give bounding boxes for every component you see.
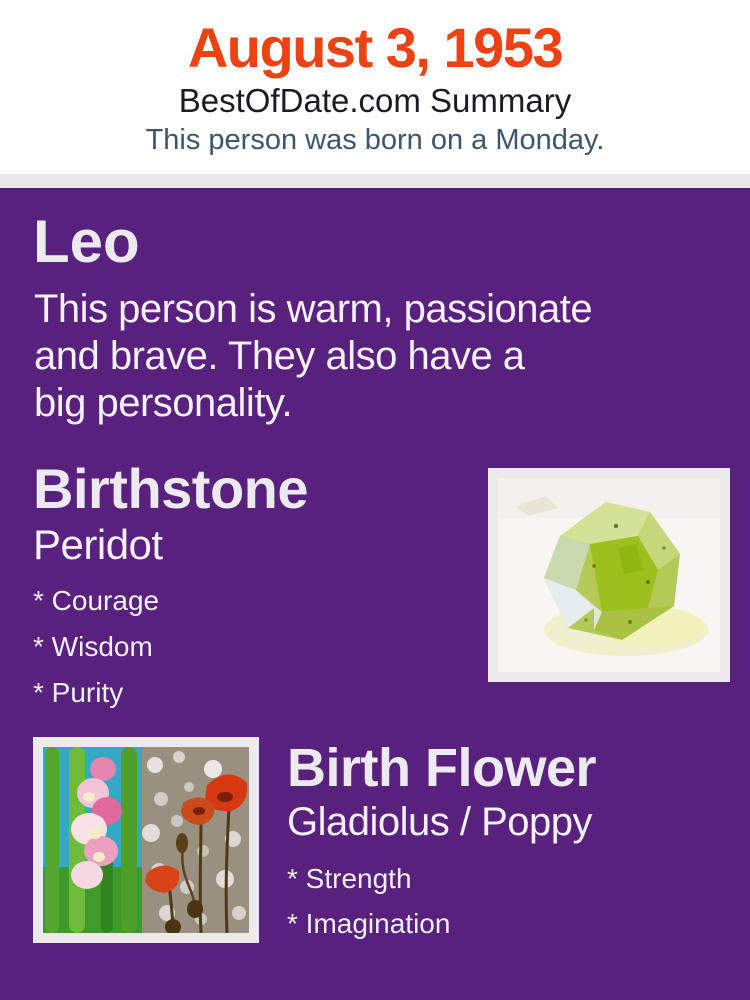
gladiolus-poppy-illustration: [43, 747, 249, 933]
birthstone-trait-list: [33, 584, 473, 709]
zodiac-description-line: and brave. They also have a: [34, 334, 525, 378]
zodiac-description: [34, 286, 724, 427]
birth-flower-trait-list: [287, 862, 727, 940]
weekday-note: This person was born on a Monday.: [145, 124, 605, 156]
zodiac-description-line: big personality.: [34, 381, 293, 425]
date-title: August 3, 1953: [187, 16, 563, 79]
header-divider: [0, 174, 750, 188]
zodiac-sign-heading: Leo: [33, 208, 140, 275]
birthstone-section: [33, 458, 473, 722]
header: [0, 0, 750, 174]
birth-flower-photo: [33, 737, 259, 943]
birth-flower-trait: * Imagination: [287, 908, 451, 939]
birthstone-heading: Birthstone: [33, 457, 308, 520]
peridot-photo: [488, 468, 730, 682]
zodiac-description-line: This person is warm, passionate: [34, 287, 593, 331]
site-summary-subtitle: BestOfDate.com Summary: [178, 82, 572, 119]
birth-flower-trait: * Strength: [287, 863, 412, 894]
birthstone-trait: * Purity: [33, 677, 124, 708]
birthstone-name: Peridot: [33, 521, 163, 568]
birth-flower-heading: Birth Flower: [287, 738, 597, 798]
main-content: [0, 188, 750, 1000]
birthstone-trait: * Courage: [33, 585, 160, 616]
birth-flower-name: Gladiolus / Poppy: [287, 800, 593, 844]
birthstone-trait: * Wisdom: [33, 631, 153, 662]
birth-flower-section: [287, 738, 727, 952]
peridot-gem-illustration: [498, 478, 720, 672]
